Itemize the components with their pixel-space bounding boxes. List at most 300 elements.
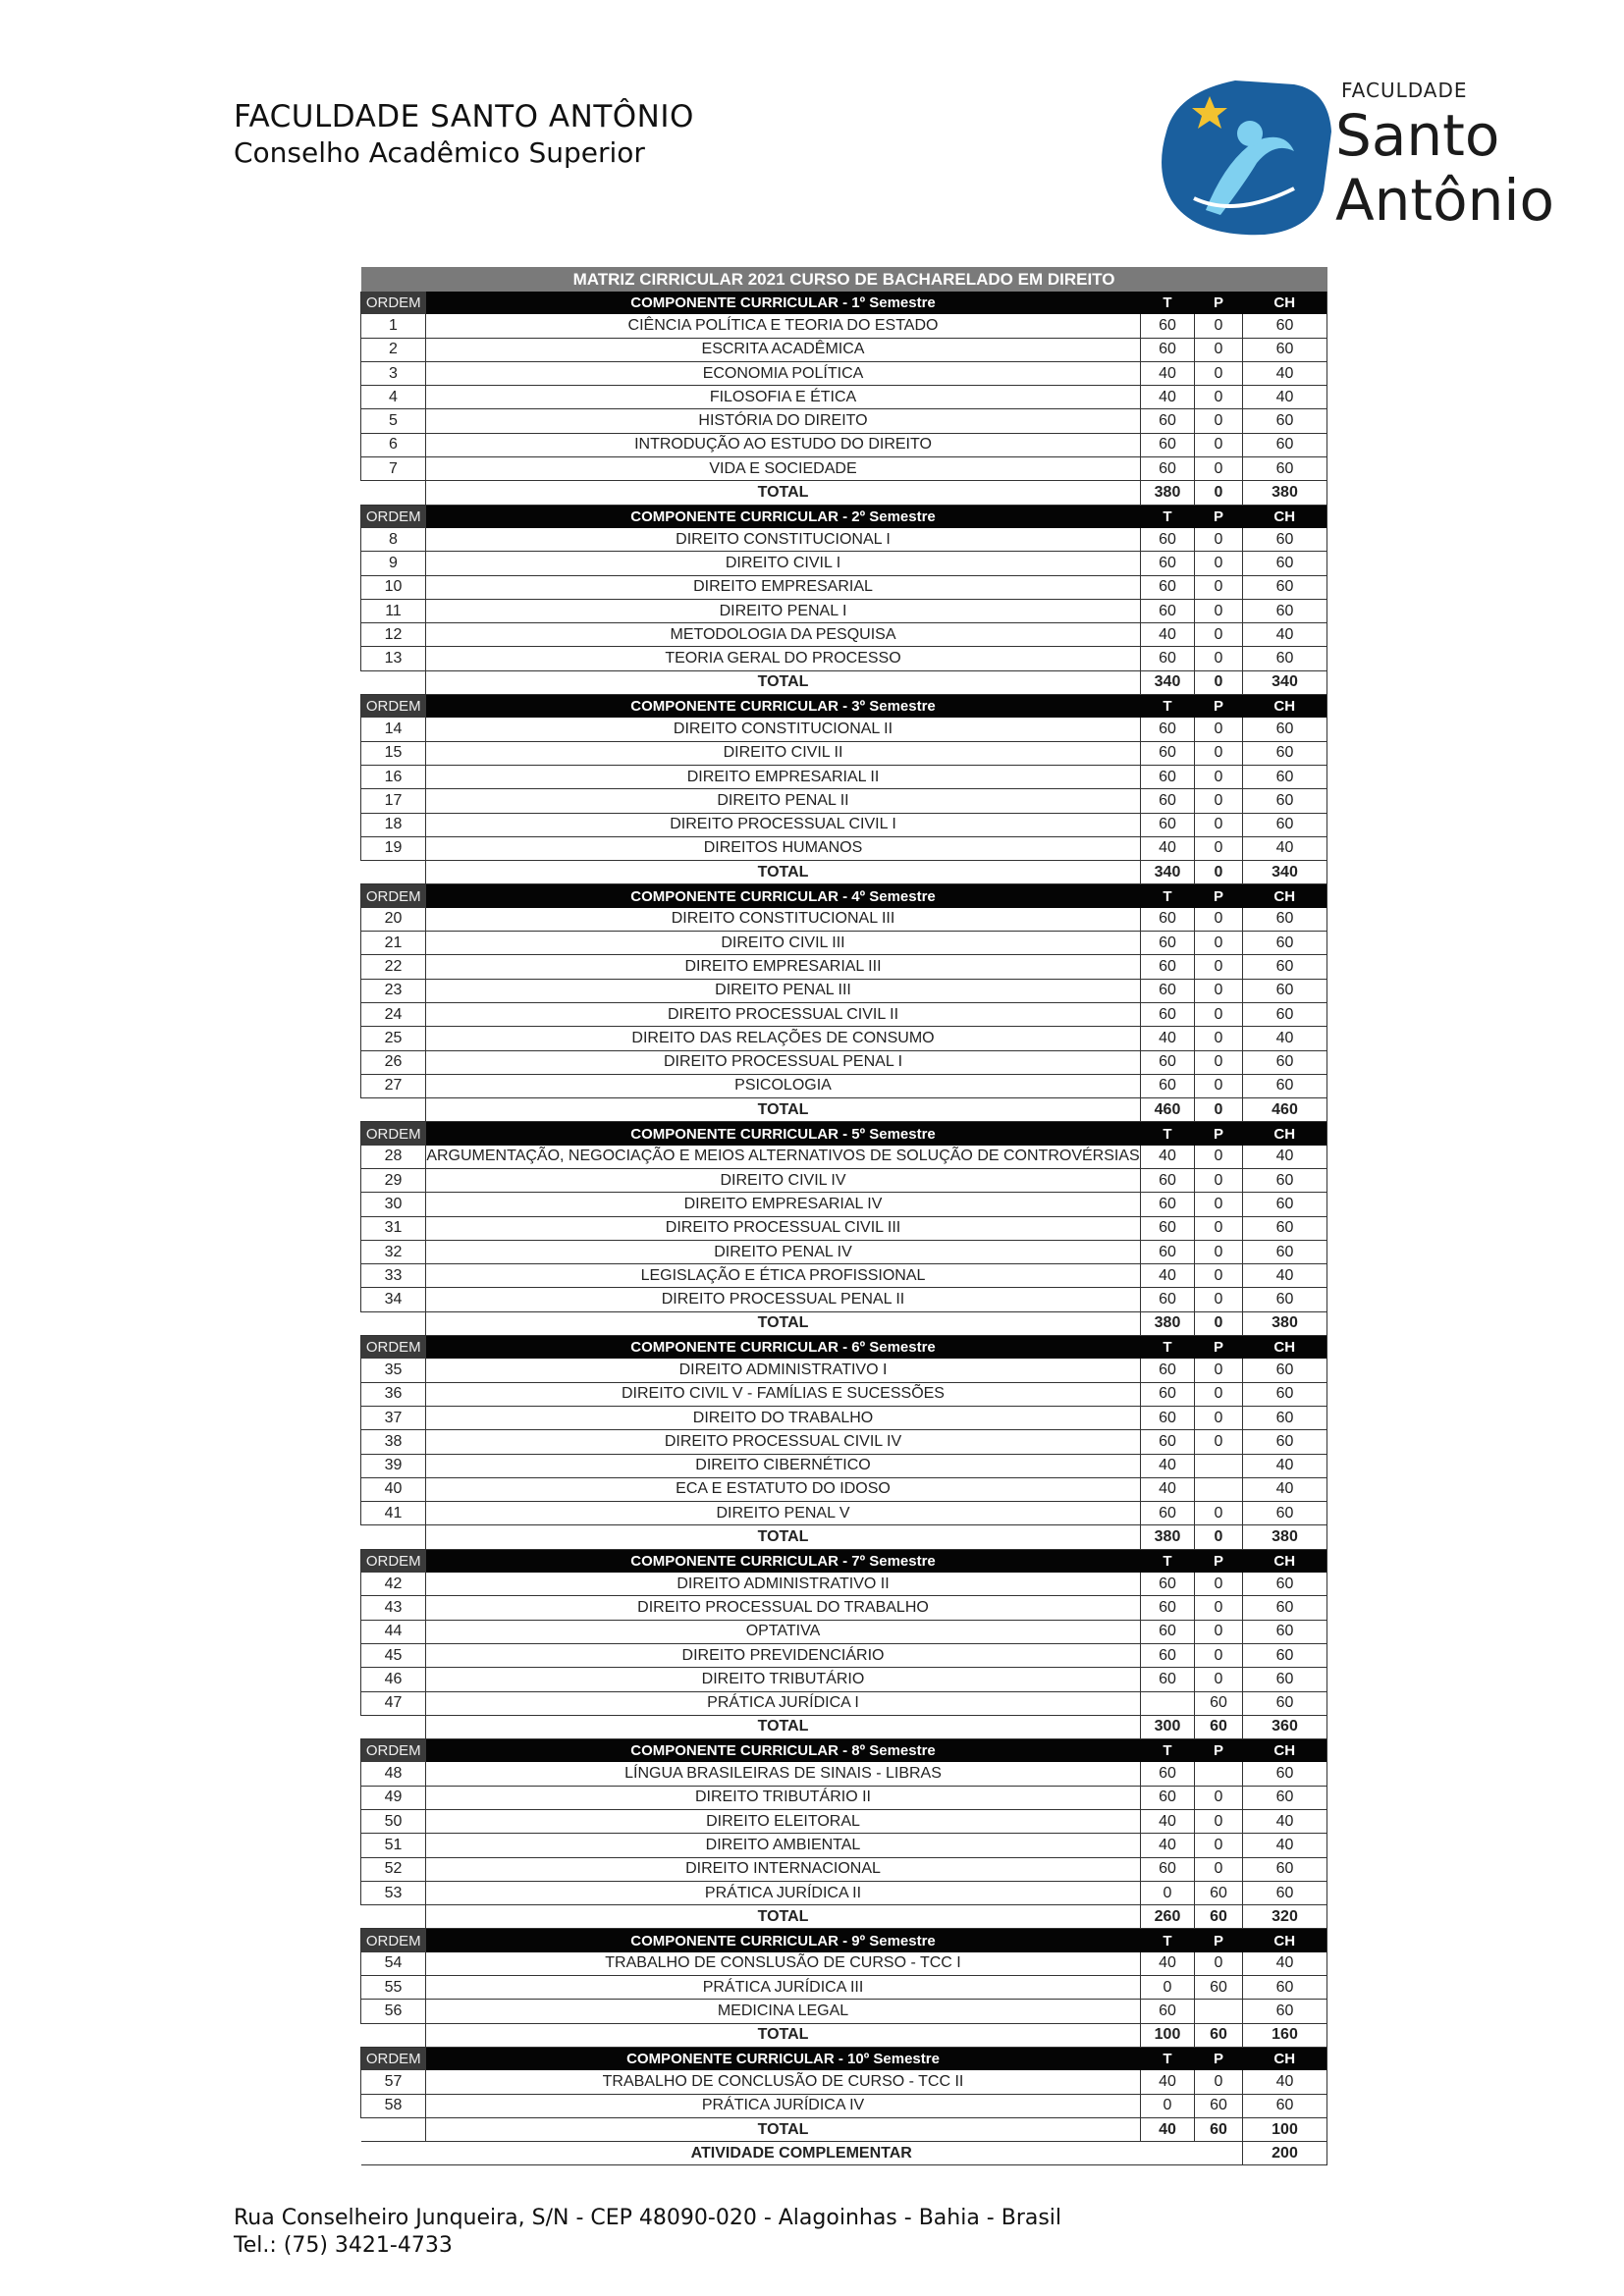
- course-name: DIREITO CIBERNÉTICO: [426, 1454, 1141, 1477]
- table-row: [361, 1288, 1327, 1311]
- semester-total-row: [361, 2117, 1327, 2141]
- semester-header-row: [361, 1929, 1327, 1952]
- semester-total-row: [361, 1525, 1327, 1549]
- table-row: [361, 1620, 1327, 1643]
- practice-hours: 0: [1195, 623, 1243, 647]
- logo-text-santo: Santo: [1335, 102, 1500, 169]
- table-row: [361, 1810, 1327, 1834]
- practice-hours: 0: [1195, 1168, 1243, 1192]
- total-theory: 340: [1141, 670, 1195, 694]
- page-footer: [234, 2205, 1061, 2260]
- semester-header-row: [361, 1122, 1327, 1146]
- table-row: [361, 813, 1327, 836]
- course-name: LÍNGUA BRASILEIRAS DE SINAIS - LIBRAS: [426, 1762, 1141, 1786]
- semester-total-row: [361, 1905, 1327, 1929]
- total-hours: 60: [1243, 1288, 1327, 1311]
- table-row: [361, 623, 1327, 647]
- theory-hours: 60: [1141, 813, 1195, 836]
- hours-header: CH: [1243, 1739, 1327, 1763]
- total-spacer: [361, 2023, 426, 2047]
- total-practice: 60: [1195, 1715, 1243, 1738]
- total-label: TOTAL: [426, 1715, 1141, 1738]
- theory-header: T: [1141, 505, 1195, 528]
- order-number: 1: [361, 314, 426, 338]
- course-name: DIREITO ELEITORAL: [426, 1810, 1141, 1834]
- course-name: DIREITO AMBIENTAL: [426, 1834, 1141, 1857]
- total-hours-sum: 340: [1243, 670, 1327, 694]
- course-name: DIREITO PROCESSUAL PENAL I: [426, 1050, 1141, 1074]
- theory-hours: 40: [1141, 1264, 1195, 1288]
- practice-hours: 0: [1195, 1359, 1243, 1382]
- course-name: DIREITO EMPRESARIAL: [426, 575, 1141, 599]
- practice-hours: 0: [1195, 718, 1243, 741]
- theory-hours: 40: [1141, 623, 1195, 647]
- practice-hours: [1195, 2000, 1243, 2023]
- course-name: FILOSOFIA E ÉTICA: [426, 386, 1141, 409]
- practice-hours: 0: [1195, 314, 1243, 338]
- table-row: [361, 599, 1327, 622]
- theory-hours: 60: [1141, 409, 1195, 433]
- order-number: 53: [361, 1881, 426, 1904]
- practice-hours: 0: [1195, 955, 1243, 979]
- total-hours: 60: [1243, 409, 1327, 433]
- course-name: DIREITO ADMINISTRATIVO I: [426, 1359, 1141, 1382]
- order-number: 6: [361, 433, 426, 456]
- practice-header: P: [1195, 1929, 1243, 1952]
- theory-hours: 60: [1141, 1050, 1195, 1074]
- course-name: DIREITO PENAL I: [426, 599, 1141, 622]
- course-name: MEDICINA LEGAL: [426, 2000, 1141, 2023]
- total-theory: 380: [1141, 1525, 1195, 1549]
- course-name: DIREITO PENAL III: [426, 979, 1141, 1002]
- course-name: CIÊNCIA POLÍTICA E TEORIA DO ESTADO: [426, 314, 1141, 338]
- total-theory: 40: [1141, 2117, 1195, 2141]
- order-number: 7: [361, 457, 426, 481]
- order-number: 27: [361, 1074, 426, 1097]
- semester-header-row: [361, 292, 1327, 314]
- total-hours-sum: 380: [1243, 481, 1327, 505]
- table-title: MATRIZ CIRRICULAR 2021 CURSO DE BACHARELADO EM DIREITO: [361, 267, 1327, 292]
- theory-header: T: [1141, 884, 1195, 908]
- total-hours: 60: [1243, 1168, 1327, 1192]
- total-hours: 60: [1243, 1216, 1327, 1240]
- theory-header: T: [1141, 695, 1195, 719]
- total-theory: 460: [1141, 1098, 1195, 1122]
- total-hours: 40: [1243, 836, 1327, 860]
- total-theory: 380: [1141, 481, 1195, 505]
- semester-header-row: [361, 1549, 1327, 1573]
- semester-total-row: [361, 2023, 1327, 2047]
- theory-header: T: [1141, 2047, 1195, 2070]
- table-row: [361, 647, 1327, 670]
- total-hours: 40: [1243, 2070, 1327, 2094]
- total-hours: 60: [1243, 528, 1327, 552]
- practice-hours: 0: [1195, 1193, 1243, 1216]
- total-hours: 40: [1243, 1952, 1327, 1976]
- theory-header: T: [1141, 1739, 1195, 1763]
- order-number: 36: [361, 1382, 426, 1406]
- total-hours: 60: [1243, 2000, 1327, 2023]
- course-name: TRABALHO DE CONCLUSÃO DE CURSO - TCC II: [426, 2070, 1141, 2094]
- total-spacer: [361, 1311, 426, 1335]
- hours-header: CH: [1243, 292, 1327, 314]
- semester-total-row: [361, 1311, 1327, 1335]
- total-theory: 300: [1141, 1715, 1195, 1738]
- total-hours: 60: [1243, 2094, 1327, 2117]
- semester-header-row: [361, 1336, 1327, 1360]
- course-name: INTRODUÇÃO AO ESTUDO DO DIREITO: [426, 433, 1141, 456]
- total-hours: 60: [1243, 1620, 1327, 1643]
- ordem-header: ORDEM: [361, 1739, 426, 1763]
- total-hours: 60: [1243, 765, 1327, 788]
- practice-header: P: [1195, 292, 1243, 314]
- footer-address: Rua Conselheiro Junqueira, S/N - CEP 48090-020 - Alagoinhas - Bahia - Brasil: [234, 2206, 1062, 2230]
- table-row: [361, 2000, 1327, 2023]
- table-row: [361, 1786, 1327, 1809]
- total-hours: 60: [1243, 599, 1327, 622]
- logo-text-antonio: Antônio: [1335, 167, 1555, 234]
- total-hours: 60: [1243, 314, 1327, 338]
- total-hours: 40: [1243, 1454, 1327, 1477]
- semester-heading: COMPONENTE CURRICULAR - 6º Semestre: [426, 1336, 1141, 1360]
- practice-hours: 0: [1195, 361, 1243, 385]
- theory-hours: 60: [1141, 1002, 1195, 1026]
- theory-hours: 60: [1141, 1573, 1195, 1596]
- course-name: DIREITO TRIBUTÁRIO: [426, 1668, 1141, 1691]
- practice-hours: 0: [1195, 1216, 1243, 1240]
- total-hours: 60: [1243, 1762, 1327, 1786]
- practice-hours: 60: [1195, 2094, 1243, 2117]
- order-number: 54: [361, 1952, 426, 1976]
- course-name: DIREITO PENAL IV: [426, 1240, 1141, 1263]
- practice-hours: 0: [1195, 552, 1243, 575]
- order-number: 49: [361, 1786, 426, 1809]
- total-hours: 60: [1243, 1976, 1327, 2000]
- order-number: 52: [361, 1857, 426, 1881]
- semester-heading: COMPONENTE CURRICULAR - 8º Semestre: [426, 1739, 1141, 1763]
- theory-hours: 40: [1141, 361, 1195, 385]
- table-row: [361, 575, 1327, 599]
- course-name: DIREITO PROCESSUAL CIVIL IV: [426, 1430, 1141, 1454]
- theory-hours: 60: [1141, 314, 1195, 338]
- course-name: ECA E ESTATUTO DO IDOSO: [426, 1477, 1141, 1501]
- order-number: 41: [361, 1502, 426, 1525]
- practice-hours: 60: [1195, 1691, 1243, 1715]
- course-name: DIREITO TRIBUTÁRIO II: [426, 1786, 1141, 1809]
- course-name: ARGUMENTAÇÃO, NEGOCIAÇÃO E MEIOS ALTERNATIVOS DE SOLUÇÃO DE CONTROVÉRSIAS: [426, 1146, 1141, 1169]
- order-number: 14: [361, 718, 426, 741]
- practice-hours: [1195, 1762, 1243, 1786]
- hours-header: CH: [1243, 1336, 1327, 1360]
- order-number: 15: [361, 741, 426, 765]
- table-row: [361, 908, 1327, 932]
- theory-hours: 60: [1141, 979, 1195, 1002]
- table-row: [361, 1857, 1327, 1881]
- total-hours: 60: [1243, 552, 1327, 575]
- practice-hours: 0: [1195, 1240, 1243, 1263]
- practice-hours: 0: [1195, 1406, 1243, 1429]
- total-hours: 60: [1243, 457, 1327, 481]
- table-row: [361, 2070, 1327, 2094]
- order-number: 25: [361, 1027, 426, 1050]
- order-number: 4: [361, 386, 426, 409]
- practice-hours: 60: [1195, 1976, 1243, 2000]
- total-hours: 60: [1243, 1596, 1327, 1620]
- total-theory: 100: [1141, 2023, 1195, 2047]
- theory-hours: 40: [1141, 1146, 1195, 1169]
- theory-hours: 60: [1141, 552, 1195, 575]
- course-name: PRÁTICA JURÍDICA III: [426, 1976, 1141, 2000]
- total-label: TOTAL: [426, 670, 1141, 694]
- table-row: [361, 314, 1327, 338]
- hours-header: CH: [1243, 2047, 1327, 2070]
- order-number: 32: [361, 1240, 426, 1263]
- theory-hours: 60: [1141, 1643, 1195, 1667]
- theory-hours: 60: [1141, 338, 1195, 361]
- logo-head-icon: [1237, 121, 1263, 146]
- order-number: 12: [361, 623, 426, 647]
- course-name: DIREITO PROCESSUAL PENAL II: [426, 1288, 1141, 1311]
- order-number: 22: [361, 955, 426, 979]
- order-number: 35: [361, 1359, 426, 1382]
- theory-hours: 40: [1141, 1454, 1195, 1477]
- table-row: [361, 765, 1327, 788]
- total-hours: 60: [1243, 1786, 1327, 1809]
- theory-hours: 60: [1141, 1502, 1195, 1525]
- practice-header: P: [1195, 1549, 1243, 1573]
- course-name: DIREITO PROCESSUAL CIVIL III: [426, 1216, 1141, 1240]
- hours-header: CH: [1243, 1122, 1327, 1146]
- course-name: DIREITO DO TRABALHO: [426, 1406, 1141, 1429]
- table-title-row: [361, 267, 1327, 292]
- practice-hours: 0: [1195, 1596, 1243, 1620]
- practice-hours: 0: [1195, 1643, 1243, 1667]
- total-hours: 60: [1243, 1430, 1327, 1454]
- total-practice: 60: [1195, 2117, 1243, 2141]
- ordem-header: ORDEM: [361, 1929, 426, 1952]
- order-number: 56: [361, 2000, 426, 2023]
- theory-hours: 60: [1141, 1216, 1195, 1240]
- course-name: DIREITO PENAL V: [426, 1502, 1141, 1525]
- practice-hours: 0: [1195, 789, 1243, 813]
- theory-hours: 60: [1141, 908, 1195, 932]
- table-row: [361, 979, 1327, 1002]
- practice-header: P: [1195, 1739, 1243, 1763]
- total-practice: 0: [1195, 1311, 1243, 1335]
- institution-name: FACULDADE SANTO ANTÔNIO: [234, 99, 694, 134]
- total-hours: 60: [1243, 1359, 1327, 1382]
- order-number: 43: [361, 1596, 426, 1620]
- practice-hours: 0: [1195, 1573, 1243, 1596]
- course-name: DIREITO PROCESSUAL CIVIL II: [426, 1002, 1141, 1026]
- order-number: 16: [361, 765, 426, 788]
- total-hours: 40: [1243, 1146, 1327, 1169]
- theory-hours: 40: [1141, 386, 1195, 409]
- course-name: OPTATIVA: [426, 1620, 1141, 1643]
- theory-hours: 60: [1141, 1288, 1195, 1311]
- course-name: DIREITO CIVIL II: [426, 741, 1141, 765]
- practice-header: P: [1195, 1122, 1243, 1146]
- total-spacer: [361, 670, 426, 694]
- practice-hours: 0: [1195, 1502, 1243, 1525]
- table-row: [361, 361, 1327, 385]
- semester-total-row: [361, 861, 1327, 884]
- course-name: DIREITO INTERNACIONAL: [426, 1857, 1141, 1881]
- practice-hours: 0: [1195, 1027, 1243, 1050]
- theory-hours: 60: [1141, 2000, 1195, 2023]
- course-name: DIREITO CIVIL III: [426, 932, 1141, 955]
- semester-total-row: [361, 1715, 1327, 1738]
- total-hours-sum: 380: [1243, 1311, 1327, 1335]
- total-hours-sum: 460: [1243, 1098, 1327, 1122]
- total-hours: 60: [1243, 1406, 1327, 1429]
- semester-header-row: [361, 1739, 1327, 1763]
- total-hours: 60: [1243, 575, 1327, 599]
- theory-hours: 60: [1141, 599, 1195, 622]
- table-row: [361, 718, 1327, 741]
- hours-header: CH: [1243, 884, 1327, 908]
- order-number: 45: [361, 1643, 426, 1667]
- table-row: [361, 1573, 1327, 1596]
- practice-hours: 0: [1195, 1146, 1243, 1169]
- order-number: 40: [361, 1477, 426, 1501]
- total-theory: 340: [1141, 861, 1195, 884]
- course-name: DIREITO CONSTITUCIONAL III: [426, 908, 1141, 932]
- practice-hours: 0: [1195, 1264, 1243, 1288]
- practice-hours: 0: [1195, 1288, 1243, 1311]
- theory-hours: 60: [1141, 1430, 1195, 1454]
- theory-hours: 60: [1141, 789, 1195, 813]
- table-row: [361, 2094, 1327, 2117]
- total-hours: 60: [1243, 1857, 1327, 1881]
- table-row: [361, 409, 1327, 433]
- ordem-header: ORDEM: [361, 884, 426, 908]
- hours-header: CH: [1243, 695, 1327, 719]
- theory-hours: 60: [1141, 1074, 1195, 1097]
- total-practice: 0: [1195, 670, 1243, 694]
- theory-hours: 60: [1141, 1620, 1195, 1643]
- total-spacer: [361, 2117, 426, 2141]
- order-number: 23: [361, 979, 426, 1002]
- theory-hours: 40: [1141, 836, 1195, 860]
- logo-text-faculdade: FACULDADE: [1341, 79, 1468, 102]
- complementary-label: ATIVIDADE COMPLEMENTAR: [361, 2142, 1243, 2165]
- total-label: TOTAL: [426, 1098, 1141, 1122]
- practice-hours: [1195, 1454, 1243, 1477]
- semester-header-row: [361, 884, 1327, 908]
- total-label: TOTAL: [426, 1905, 1141, 1929]
- course-name: DIREITO EMPRESARIAL IV: [426, 1193, 1141, 1216]
- theory-hours: 40: [1141, 1834, 1195, 1857]
- total-theory: 380: [1141, 1311, 1195, 1335]
- order-number: 9: [361, 552, 426, 575]
- table-row: [361, 457, 1327, 481]
- total-hours: 40: [1243, 386, 1327, 409]
- ordem-header: ORDEM: [361, 2047, 426, 2070]
- theory-header: T: [1141, 1929, 1195, 1952]
- order-number: 34: [361, 1288, 426, 1311]
- total-label: TOTAL: [426, 481, 1141, 505]
- course-name: VIDA E SOCIEDADE: [426, 457, 1141, 481]
- total-hours: 40: [1243, 1810, 1327, 1834]
- total-hours: 40: [1243, 1834, 1327, 1857]
- total-hours-sum: 100: [1243, 2117, 1327, 2141]
- practice-hours: 0: [1195, 386, 1243, 409]
- theory-hours: 60: [1141, 741, 1195, 765]
- total-label: TOTAL: [426, 2117, 1141, 2141]
- total-hours: 40: [1243, 361, 1327, 385]
- table-row: [361, 1146, 1327, 1169]
- total-hours: 60: [1243, 908, 1327, 932]
- total-hours: 60: [1243, 813, 1327, 836]
- practice-hours: 0: [1195, 409, 1243, 433]
- order-number: 42: [361, 1573, 426, 1596]
- table-row: [361, 1668, 1327, 1691]
- practice-header: P: [1195, 695, 1243, 719]
- total-spacer: [361, 481, 426, 505]
- course-name: DIREITO CONSTITUCIONAL I: [426, 528, 1141, 552]
- table-row: [361, 1027, 1327, 1050]
- table-row: [361, 1382, 1327, 1406]
- order-number: 55: [361, 1976, 426, 2000]
- theory-hours: 60: [1141, 932, 1195, 955]
- course-name: DIREITOS HUMANOS: [426, 836, 1141, 860]
- curriculum-table: [360, 267, 1327, 2165]
- order-number: 17: [361, 789, 426, 813]
- hours-header: CH: [1243, 505, 1327, 528]
- order-number: 30: [361, 1193, 426, 1216]
- semester-heading: COMPONENTE CURRICULAR - 7º Semestre: [426, 1549, 1141, 1573]
- practice-hours: 0: [1195, 979, 1243, 1002]
- theory-hours: 60: [1141, 1382, 1195, 1406]
- total-spacer: [361, 861, 426, 884]
- theory-header: T: [1141, 1336, 1195, 1360]
- order-number: 48: [361, 1762, 426, 1786]
- theory-hours: 60: [1141, 575, 1195, 599]
- theory-hours: 60: [1141, 433, 1195, 456]
- theory-hours: 60: [1141, 1668, 1195, 1691]
- semester-heading: COMPONENTE CURRICULAR - 2º Semestre: [426, 505, 1141, 528]
- theory-hours: 60: [1141, 765, 1195, 788]
- total-hours: 60: [1243, 433, 1327, 456]
- total-hours: 60: [1243, 955, 1327, 979]
- theory-hours: 60: [1141, 1168, 1195, 1192]
- order-number: 10: [361, 575, 426, 599]
- order-number: 38: [361, 1430, 426, 1454]
- institution-header: [234, 98, 694, 171]
- practice-hours: 0: [1195, 1952, 1243, 1976]
- practice-hours: 0: [1195, 1050, 1243, 1074]
- total-hours: 60: [1243, 1668, 1327, 1691]
- total-hours: 60: [1243, 1050, 1327, 1074]
- course-name: DIREITO CIVIL V - FAMÍLIAS E SUCESSÕES: [426, 1382, 1141, 1406]
- order-number: 18: [361, 813, 426, 836]
- practice-hours: 0: [1195, 575, 1243, 599]
- total-hours-sum: 360: [1243, 1715, 1327, 1738]
- theory-hours: 40: [1141, 1810, 1195, 1834]
- total-hours: 60: [1243, 932, 1327, 955]
- total-hours: 60: [1243, 1691, 1327, 1715]
- practice-hours: 0: [1195, 1786, 1243, 1809]
- ordem-header: ORDEM: [361, 1549, 426, 1573]
- course-name: DIREITO CIVIL I: [426, 552, 1141, 575]
- course-name: DIREITO EMPRESARIAL III: [426, 955, 1141, 979]
- order-number: 5: [361, 409, 426, 433]
- theory-hours: 60: [1141, 1359, 1195, 1382]
- total-hours: 60: [1243, 1881, 1327, 1904]
- theory-hours: 60: [1141, 647, 1195, 670]
- order-number: 24: [361, 1002, 426, 1026]
